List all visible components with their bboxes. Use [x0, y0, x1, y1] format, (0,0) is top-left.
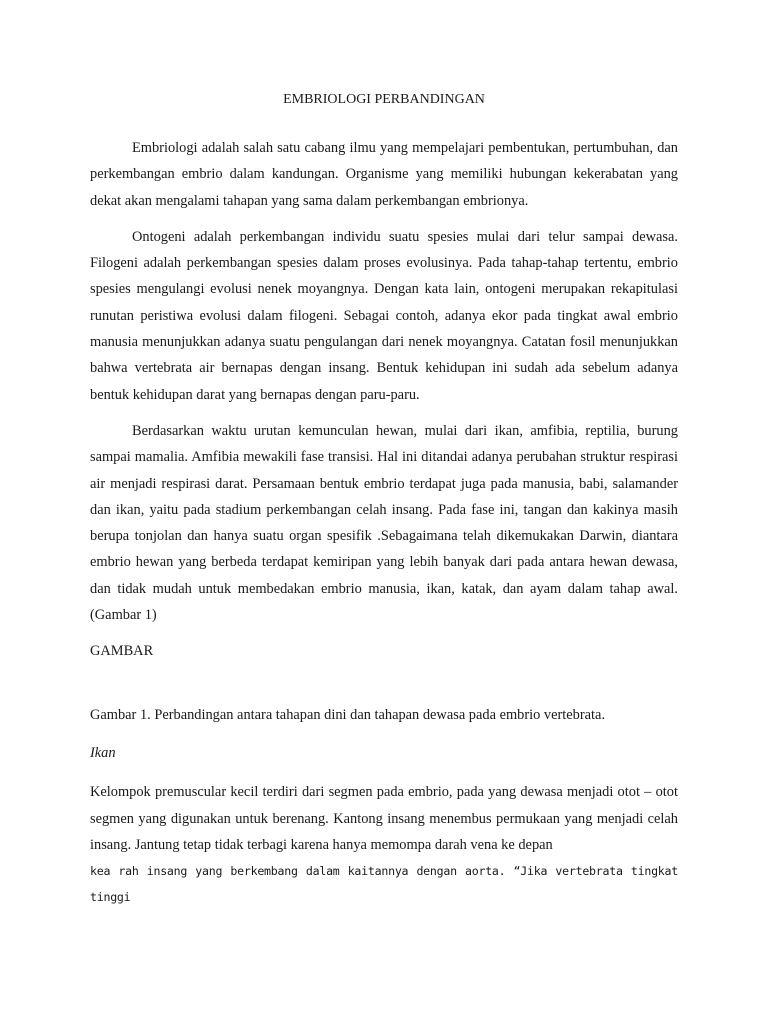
document-title: EMBRIOLOGI PERBANDINGAN [283, 92, 485, 107]
section-subheading-ikan: Ikan [90, 745, 116, 762]
paragraph-ontogeni: Ontogeni adalah perkembangan individu suatu spesies mulai dari telur sampai dewasa. Filogeni adalah perkembangan spesies dalam proses evolusinya. Pada tahap-tahap tertentu, embrio spesies mengulangi evolusi nenek moyangnya. Dengan kata lain, ontogeni merupakan rekapitulasi runutan peristiwa evolusi dalam filogeni. Sebagai contoh, adanya ekor pada tingkat awal embrio manusia menunjukkan adanya suatu pengulangan dari nenek moyangnya. Catatan fosil menunjukkan bahwa vertebrata air bernapas dengan insang. Bentuk kehidupan ini sudah ada sebelum adanya bentuk kehidupan darat yang bernapas dengan paru-paru. [90, 228, 678, 403]
figure-placeholder-label: GAMBAR [90, 643, 154, 660]
paragraph-berdasarkan: Berdasarkan waktu urutan kemunculan hewan, mulai dari ikan, amfibia, reptilia, burung sampai mamalia. Amfibia mewakili fase transisi. Hal ini ditandai adanya perubahan struktur respirasi air menjadi respirasi darat. Persamaan bentuk embrio terdapat juga pada manusia, babi, salamander dan ikan, yaitu pada stadium perkembangan celah insang. Pada fase ini, tangan dan kakinya masih berupa tonjolan dan hanya suatu organ spesifik .Sebagaimana telah dikemukakan Darwin, diantara embrio hewan yang berbeda terdapat kemiripan yang lebih banyak dari pada antara hewan dewasa, dan tidak mudah untuk membedakan embrio manusia, ikan, katak, dan ayam dalam tahap awal. (Gambar 1) [90, 422, 678, 624]
paragraph-ikan-last-line: kea rah insang yang berkembang dalam kaitannya dengan aorta. “Jika vertebrata tingkat tinggi [90, 864, 678, 905]
paragraph-ikan-text: Kelompok premuscular kecil terdiri dari segmen pada embrio, pada yang dewasa menjadi otot – otot segmen yang digunakan untuk berenang. Kantong insang menembus permukaan yang menjadi celah insang. Jantung tetap tidak terbagi karena hanya memompa darah vena ke depan [90, 784, 678, 853]
figure-caption: Gambar 1. Perbandingan antara tahapan dini dan tahapan dewasa pada embrio vertebrata. [90, 707, 606, 724]
paragraph-embriologi: Embriologi adalah salah satu cabang ilmu yang mempelajari pembentukan, pertumbuhan, dan perkembangan embrio dalam kandungan. Organisme yang memiliki hubungan kekerabatan yang dekat akan mengalami tahapan yang sama dalam perkembangan embrionya. [90, 140, 678, 209]
document-page [90, 86, 678, 910]
paragraph-ikan [90, 779, 678, 910]
